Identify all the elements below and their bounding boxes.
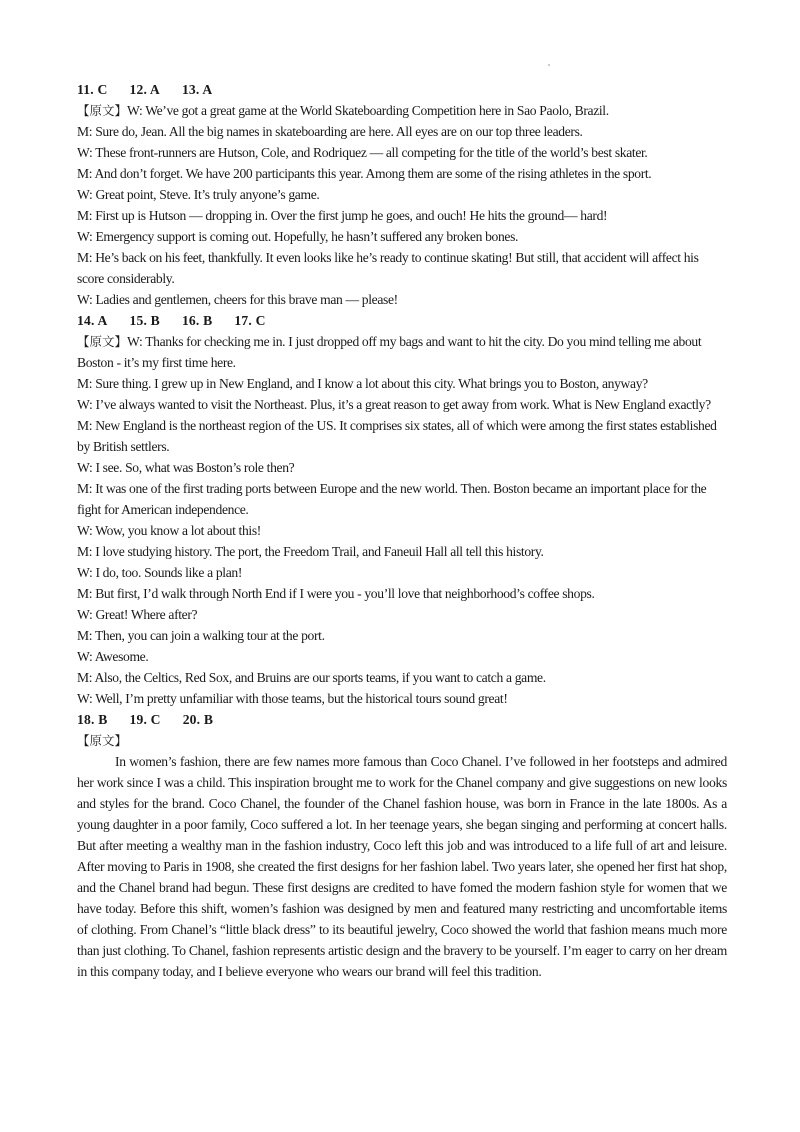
transcript-tag: 【原文】 bbox=[77, 103, 128, 118]
answer-12: 12. A bbox=[129, 82, 160, 97]
answer-13: 13. A bbox=[181, 82, 213, 97]
answer-key-18-20 bbox=[77, 709, 727, 730]
transcript-line: M: Also, the Celtics, Red Sox, and Bruins are our sports teams, if you want to catch a game. bbox=[77, 670, 546, 685]
transcript-line: W: I’ve always wanted to visit the Northeast. Plus, it’s a great reason to get away from work. What is New England exactly? bbox=[77, 397, 711, 412]
answer-20: 20. B bbox=[182, 712, 214, 727]
transcript-line bbox=[77, 730, 727, 751]
transcript-line: W: Awesome. bbox=[77, 649, 149, 664]
transcript-line: W: I do, too. Sounds like a plan! bbox=[77, 565, 243, 580]
transcript-line: W: Well, I’m pretty unfamiliar with those teams, but the historical tours sound great! bbox=[77, 691, 508, 706]
document-page bbox=[77, 79, 727, 982]
transcript-line: W: Ladies and gentlemen, cheers for this brave man — please! bbox=[77, 292, 398, 307]
transcript-line: M: He’s back on his feet, thankfully. It even looks like he’s ready to continue skating! But still, that accident will affect his score considerably. bbox=[77, 250, 699, 286]
transcript-line: W: Emergency support is coming out. Hopefully, he hasn’t suffered any broken bones. bbox=[77, 229, 519, 244]
transcript-line: W: I see. So, what was Boston’s role then? bbox=[77, 460, 295, 475]
answer-19: 19. C bbox=[129, 712, 161, 727]
transcript-line: M: Sure do, Jean. All the big names in skateboarding are here. All eyes are on our top three leaders. bbox=[77, 124, 583, 139]
answer-key-11-13 bbox=[77, 79, 727, 100]
transcript-line: W: Great! Where after? bbox=[77, 607, 198, 622]
transcript-line: M: New England is the northeast region of the US. It comprises six states, all of which were among the first states established by British settlers. bbox=[77, 418, 717, 454]
scan-speck bbox=[548, 64, 550, 66]
transcript-line: M: It was one of the first trading ports between Europe and the new world. Then. Boston became an important place for the fight for American independence. bbox=[77, 481, 707, 517]
answer-key-14-17 bbox=[77, 310, 727, 331]
answer-11: 11. C bbox=[77, 82, 108, 97]
transcript-line: 【原文】W: We’ve got a great game at the World Skateboarding Competition here in Sao Paolo, Brazil. bbox=[77, 103, 609, 118]
answer-15: 15. B bbox=[129, 313, 160, 328]
transcript-line: M: I love studying history. The port, the Freedom Trail, and Faneuil Hall all tell this history. bbox=[77, 544, 544, 559]
transcript-tag: 【原文】 bbox=[77, 334, 128, 349]
answer-14: 14. A bbox=[77, 313, 108, 328]
transcript-line: M: Then, you can join a walking tour at the port. bbox=[77, 628, 325, 643]
transcript-line: 【原文】W: Thanks for checking me in. I just dropped off my bags and want to hit the city. Do you mind telling me about Boston - it’s my first time here. bbox=[77, 334, 702, 370]
transcript-tag: 【原文】 bbox=[77, 733, 128, 748]
answer-16: 16. B bbox=[181, 313, 213, 328]
transcript-line: M: Sure thing. I grew up in New England, and I know a lot about this city. What brings you to Boston, anyway? bbox=[77, 376, 648, 391]
transcript-line: W: These front-runners are Hutson, Cole, and Rodriquez — all competing for the title of the world’s best skater. bbox=[77, 145, 648, 160]
answer-17: 17. C bbox=[234, 313, 266, 328]
transcript-line: W: Wow, you know a lot about this! bbox=[77, 523, 261, 538]
answer-18: 18. B bbox=[77, 712, 108, 727]
transcript-line: M: And don’t forget. We have 200 participants this year. Among them are some of the rising athletes in the sport. bbox=[77, 166, 652, 181]
transcript-line: M: But first, I’d walk through North End if I were you - you’ll love that neighborhood’s coffee shops. bbox=[77, 586, 595, 601]
transcript-line: M: First up is Hutson — dropping in. Over the first jump he goes, and ouch! He hits the ground— hard! bbox=[77, 208, 608, 223]
transcript-paragraph: In women’s fashion, there are few names more famous than Coco Chanel. I’ve followed in her footsteps and admired her work since I was a child. This inspiration brought me to work for the Chanel company and give suggestions on new looks and styles for the brand. Coco Chanel, the founder of the Chanel fashion house, was born in France in the late 1800s. As a young daughter in a poor family, Coco suffered a lot. In her teenage years, she began singing and performing at concert halls. But after meeting a wealthy man in the fashion industry, Coco left this job and was introduced to a life full of art and leisure. After moving to Paris in 1908, she created the first designs for her fashion label. Two years later, she opened her first hat shop, and the Chanel brand had begun. These first designs are credited to have fomed the modern fashion style for women that we have today. Before this shift, women’s fashion was designed by men and featured many restricting and uncomfortable items of clothing. From Chanel’s “little black dress” to its beautiful jewelry, Coco showed the world that fashion means much more than just clothing. To Chanel, fashion represents artistic design and the bravery to be yourself. I’m eager to carry on her dream in this company today, and I believe everyone who wears our brand will feel this tradition. bbox=[77, 754, 727, 979]
transcript-line: W: Great point, Steve. It’s truly anyone’s game. bbox=[77, 187, 320, 202]
